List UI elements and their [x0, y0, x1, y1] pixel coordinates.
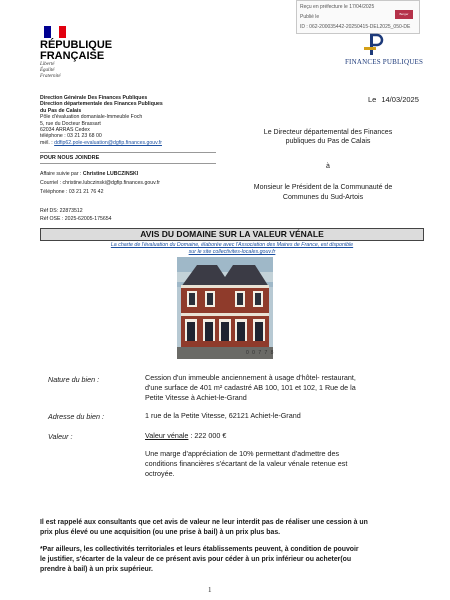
- note1-line2: prix plus élevé ou une acquisition (ou une prise à bail) à un prix plus bas.: [40, 529, 281, 536]
- note2-line3: prendre à bail) à un prix supérieur.: [40, 566, 153, 573]
- stamp-received: Reçu en préfecture le 17/04/2025: [300, 4, 375, 10]
- contact-courriel: Courriel : christine.lubczinski@dgfip.finances.gouv.fr: [40, 180, 160, 186]
- admin-line4: Pôle d'évaluation domaniale-Immeuble Foch: [40, 114, 143, 121]
- motto-liberte: Liberté: [40, 62, 55, 67]
- marge-paragraph: [145, 449, 407, 479]
- building-photo: [177, 257, 273, 359]
- reminder-note: [40, 518, 424, 538]
- contact-heading: POUR NOUS JOINDRE: [40, 155, 100, 161]
- charte-line1: La charte de l'évaluation du Domaine, élaborée avec l'Association des Maires de France, est disponible: [110, 242, 354, 248]
- nature-label: Nature du bien :: [48, 375, 100, 384]
- affaire-name: Christine LUBCZINSKI: [82, 171, 139, 177]
- adresse-value: 1 rue de la Petite Vitesse, 62121 Achiet-le-Grand: [145, 411, 301, 420]
- recipient-line2: Communes du Sud-Artois: [282, 194, 364, 201]
- affaire-label: Affaire suivie par :: [40, 171, 83, 177]
- adresse-label: Adresse du bien :: [48, 412, 104, 421]
- republique-francaise-logo: [40, 40, 112, 62]
- page-number: 1: [208, 586, 212, 594]
- french-flag-icon: [44, 26, 66, 38]
- motto-egalite: Égalité: [40, 68, 55, 73]
- a-label: à: [326, 163, 330, 170]
- admin-line6: 62034 ARRAS Cedex: [40, 127, 90, 134]
- divider: [40, 163, 216, 164]
- contact-telephone: Téléphone : 03 21 21 76 42: [40, 189, 104, 195]
- date-prefix: Le: [368, 95, 377, 104]
- nature-value: [145, 373, 407, 403]
- charte-link[interactable]: [60, 242, 404, 256]
- photo-caption: 0 0 7 7 8: [246, 350, 275, 356]
- finances-publiques-label: FINANCES PUBLIQUES: [344, 58, 424, 66]
- nature-line2: d'une surface de 401 m² cadastré AB 100, 101 et 102, 1 Rue de la: [145, 383, 356, 392]
- marge-line3: octroyée.: [145, 469, 175, 478]
- admin-mel: [40, 140, 230, 146]
- note2-line1: *Par ailleurs, les collectivités territoriales et leurs établissements peuvent, à condition de pouvoir: [40, 546, 359, 553]
- recipient-line1: Monsieur le Président de la Communauté de: [253, 184, 393, 191]
- stamp-id: ID : 062-200035442-20250415-DEL2025_050-DE: [300, 24, 411, 30]
- page-title: AVIS DU DOMAINE SUR LA VALEUR VÉNALE: [40, 228, 424, 241]
- divider: [40, 152, 216, 153]
- ref-ds: Réf DS: 22873512: [40, 208, 83, 214]
- prefecture-stamp: [296, 0, 420, 34]
- marge-line1: Une marge d'appréciation de 10% permettant d'admettre des: [145, 449, 340, 458]
- sender-title: [232, 128, 424, 146]
- affaire-suivie: [40, 170, 240, 179]
- marge-line2: conditions financières s'écartant de la valeur vénale retenue est: [145, 459, 348, 468]
- admin-line7: téléphone : 03 21 23 68 00: [40, 133, 102, 140]
- sender-address-block: [40, 95, 230, 146]
- references-block: [40, 207, 112, 223]
- finances-publiques-logo-icon: [362, 33, 384, 57]
- admin-line5: 5, rue du Docteur Brassart: [40, 120, 101, 127]
- charte-line2: sur le site collectivites-locales.gouv.fr: [188, 248, 276, 255]
- date-value: 14/03/2025: [381, 95, 419, 104]
- valeur-value: [145, 431, 407, 441]
- ref-ose: Réf OSE : 2025-62005-175654: [40, 216, 112, 222]
- nature-line3: Petite Vitesse à Achiet-le-Grand: [145, 393, 247, 402]
- motto-fraternite: Fraternité: [40, 74, 61, 79]
- republic-line2: FRANÇAISE: [40, 50, 105, 62]
- admin-line1: Direction Générale Des Finances Publiques: [40, 95, 148, 101]
- stamp-badge: Berger Levrault: [395, 10, 413, 19]
- valeur-venale-label: Valeur vénale: [145, 431, 189, 440]
- note1-line1: Il est rappelé aux consultants que cet avis de valeur ne leur interdit pas de réaliser une cession à un: [40, 519, 368, 526]
- valeur-label: Valeur :: [48, 432, 73, 441]
- sender-line2: publiques du Pas de Calais: [285, 138, 371, 145]
- collectivites-note: [40, 545, 424, 575]
- letter-date: [368, 95, 419, 104]
- contact-block: [40, 170, 240, 197]
- nature-line1: Cession d'un immeuble anciennement à usage d'hôtel- restaurant,: [145, 373, 356, 382]
- note2-line2: le justifier, s'écarter de la valeur de ce présent avis pour céder à un prix inférieur ou acheter(ou: [40, 556, 352, 563]
- valeur-amount: : 222 000 €: [188, 431, 227, 440]
- mel-link[interactable]: ddfip62.pole-evaluation@dgfip.finances.gouv.fr: [54, 139, 162, 146]
- admin-line2: Direction départementale des Finances Publiques: [40, 101, 163, 108]
- motto: [40, 62, 61, 80]
- stamp-published: Publié le: [300, 14, 320, 20]
- republic-line1: RÉPUBLIQUE: [40, 39, 113, 51]
- recipient-block: [212, 183, 434, 203]
- mel-label: mél. :: [40, 139, 55, 146]
- admin-line3: du Pas de Calais: [40, 107, 82, 114]
- sender-line1: Le Directeur départemental des Finances: [263, 129, 393, 136]
